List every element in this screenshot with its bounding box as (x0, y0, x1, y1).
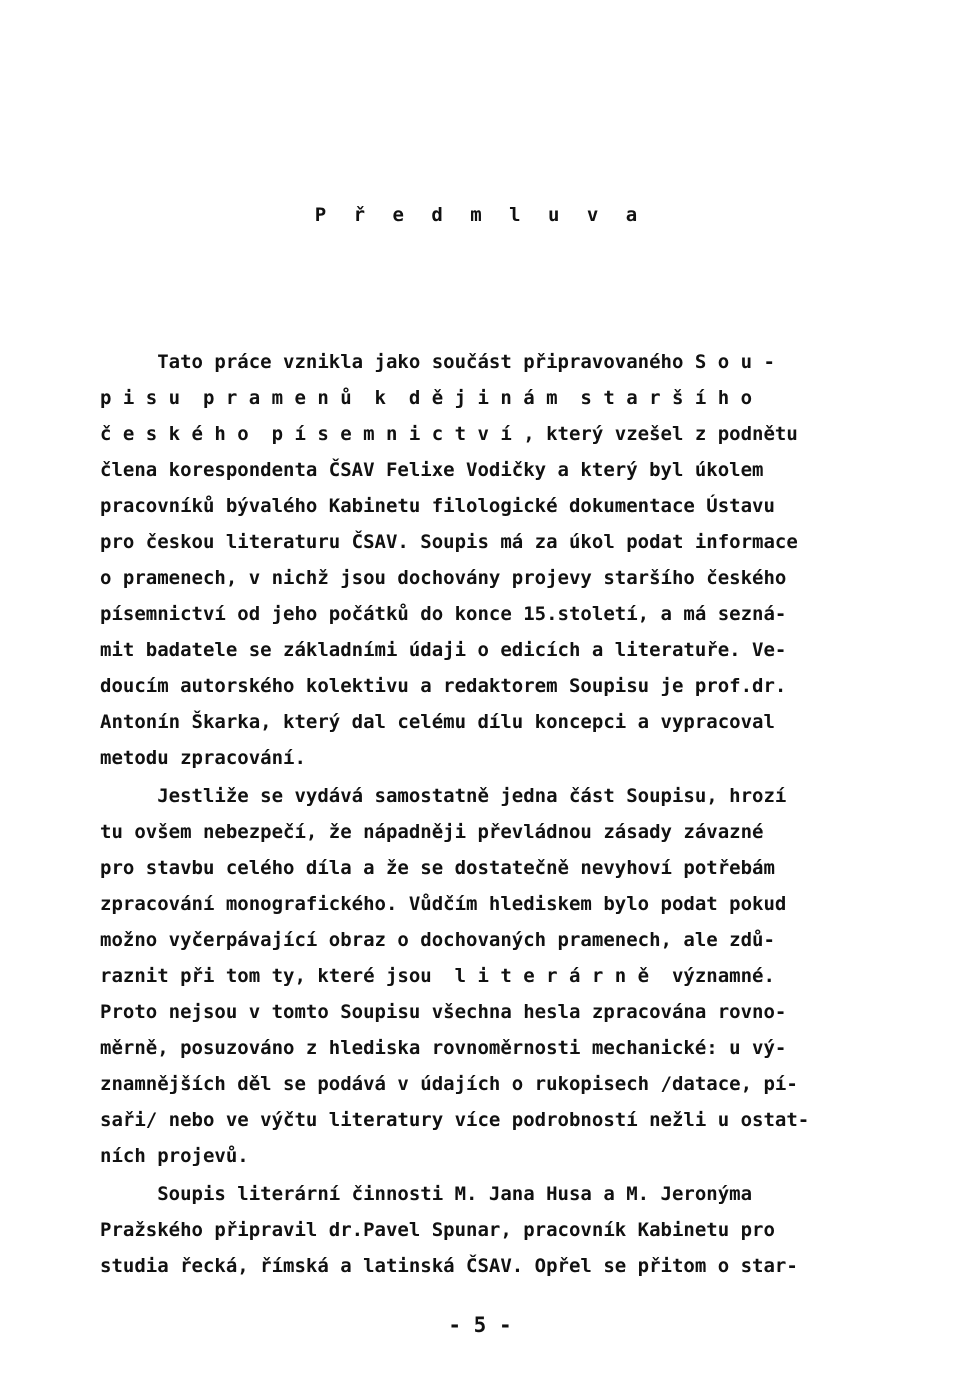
text-line: saři/ nebo ve výčtu literatury více podrobností nežli u ostat- (100, 1109, 810, 1131)
text-line: Tato práce vznikla jako součást připravovaného S o u - (100, 351, 775, 373)
text-line: o pramenech, v nichž jsou dochovány projevy staršího českého (100, 567, 787, 589)
text-line: možno vyčerpávající obraz o dochovaných pramenech, ale zdů- (100, 929, 775, 951)
page-number: - 5 - (448, 1313, 512, 1337)
text-line: mit badatele se základními údaji o edicích a literatuře. Ve- (100, 639, 787, 661)
text-line: pro českou literaturu ČSAV. Soupis má za úkol podat informace (100, 531, 798, 553)
text-line: č e s k é h o p í s e m n i c t v í , který vzešel z podnětu (100, 423, 798, 445)
text-line: pracovníků bývalého Kabinetu filologické dokumentace Ústavu (100, 495, 775, 517)
page-title: P ř e d m l u v a (314, 204, 646, 226)
text-line: Proto nejsou v tomto Soupisu všechna hesla zpracována rovno- (100, 1001, 787, 1023)
text-line: tu ovšem nebezpečí, že nápadněji převládnou zásady závazné (100, 821, 764, 843)
text-line: zpracování monografického. Vůdčím hlediskem bylo podat pokud (100, 893, 787, 915)
text-line: Pražského připravil dr.Pavel Spunar, pracovník Kabinetu pro (100, 1219, 775, 1241)
text-line: Jestliže se vydává samostatně jedna část Soupisu, hrozí (100, 785, 787, 807)
text-line: znamnějších děl se podává v údajích o rukopisech /datace, pí- (100, 1073, 798, 1095)
text-line: písemnictví od jeho počátků do konce 15.století, a má sezná- (100, 603, 787, 625)
text-line: p i s u p r a m e n ů k d ě j i n á m s t a r š í h o (100, 387, 753, 409)
text-line: Soupis literární činnosti M. Jana Husa a M. Jeronýma (100, 1183, 753, 1205)
text-line: metodu zpracování. (100, 747, 306, 769)
text-line: raznit při tom ty, které jsou l i t e r á r n ě významné. (100, 965, 775, 987)
text-line: pro stavbu celého díla a že se dostatečně nevyhoví potřebám (100, 857, 775, 879)
text-line: měrně, posuzováno z hlediska rovnoměrnosti mechanické: u vý- (100, 1037, 787, 1059)
text-line: Antonín Škarka, který dal celému dílu koncepci a vypracoval (100, 711, 775, 733)
text-line: ních projevů. (100, 1145, 249, 1167)
text-line: studia řecká, římská a latinská ČSAV. Opřel se přitom o star- (100, 1255, 798, 1277)
text-line: doucím autorského kolektivu a redaktorem Soupisu je prof.dr. (100, 675, 787, 697)
text-line: člena korespondenta ČSAV Felixe Vodičky a který byl úkolem (100, 459, 764, 481)
